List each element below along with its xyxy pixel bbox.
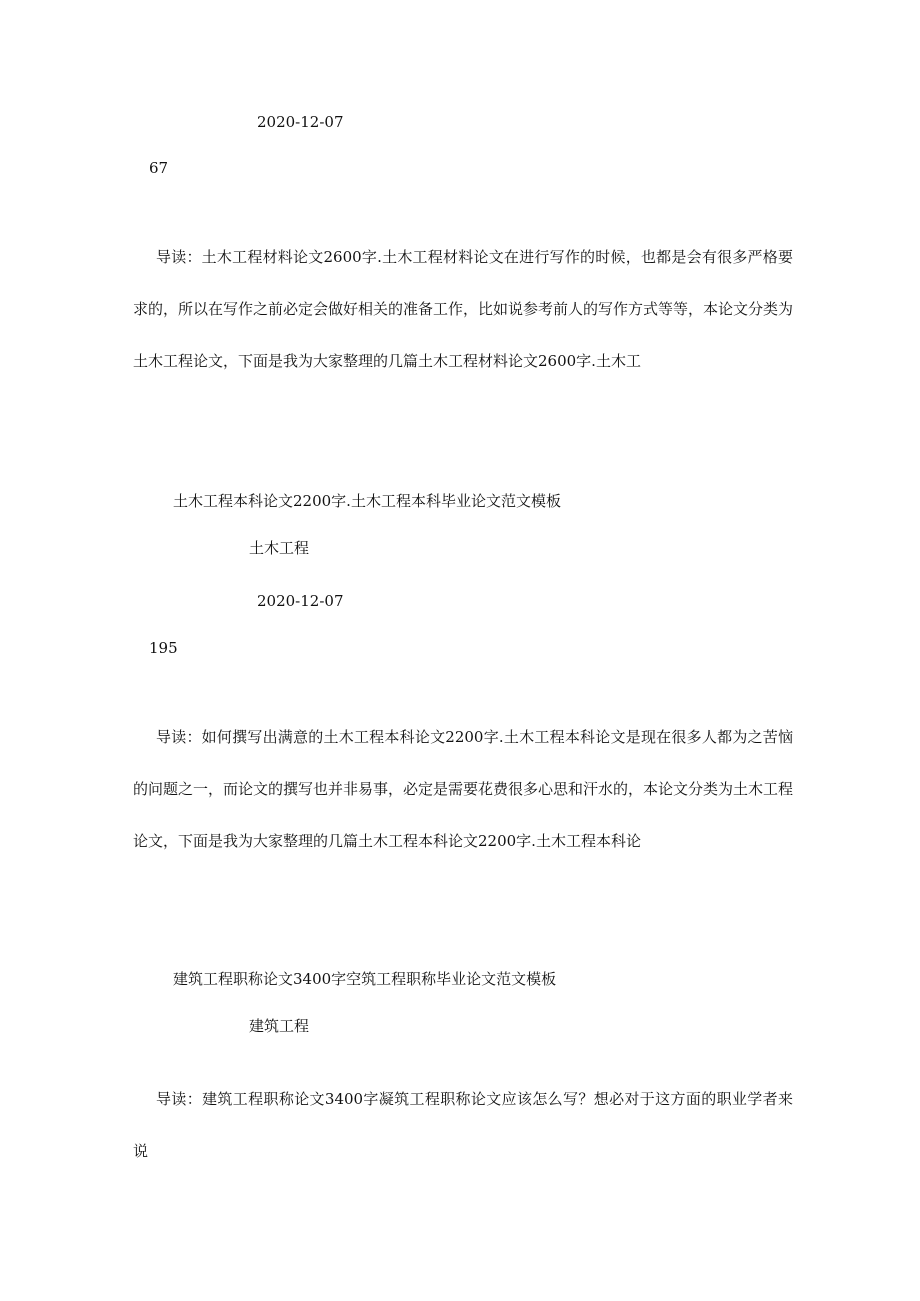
article-2-category[interactable]: 土木工程	[249, 539, 310, 557]
article-1-excerpt: 导读：土木工程材料论文2600字.土木工程材料论文在进行写作的时候，也都是会有很多严格要求的，所以在写作之前必定会做好相关的准备工作，比如说参考前人的写作方式等等，本论文分类为土木工程论文，下面是我为大家整理的几篇土木工程材料论文2600字.土木工	[133, 248, 794, 370]
article-3-excerpt: 导读：建筑工程职称论文3400字凝筑工程职称论文应该怎么写？想必对于这方面的职业学者来说	[133, 1090, 793, 1160]
article-2-date: 2020-12-07	[257, 592, 344, 610]
article-1-views: 67	[149, 159, 169, 177]
article-2-excerpt: 导读：如何撰写出满意的土木工程本科论文2200字.土木工程本科论文是现在很多人都为之苦恼的问题之一，而论文的撰写也并非易事，必定是需要花费很多心思和汗水的，本论文分类为土木工程论文，下面是我为大家整理的几篇土木工程本科论文2200字.土木工程本科论	[133, 728, 794, 850]
article-2-title[interactable]: 土木工程本科论文2200字.土木工程本科毕业论文范文模板	[173, 492, 561, 510]
article-2-views: 195	[149, 639, 178, 657]
article-3-category[interactable]: 建筑工程	[249, 1017, 310, 1035]
article-1-date: 2020-12-07	[257, 113, 344, 131]
article-3-title[interactable]: 建筑工程职称论文3400字空筑工程职称毕业论文范文模板	[173, 970, 557, 988]
